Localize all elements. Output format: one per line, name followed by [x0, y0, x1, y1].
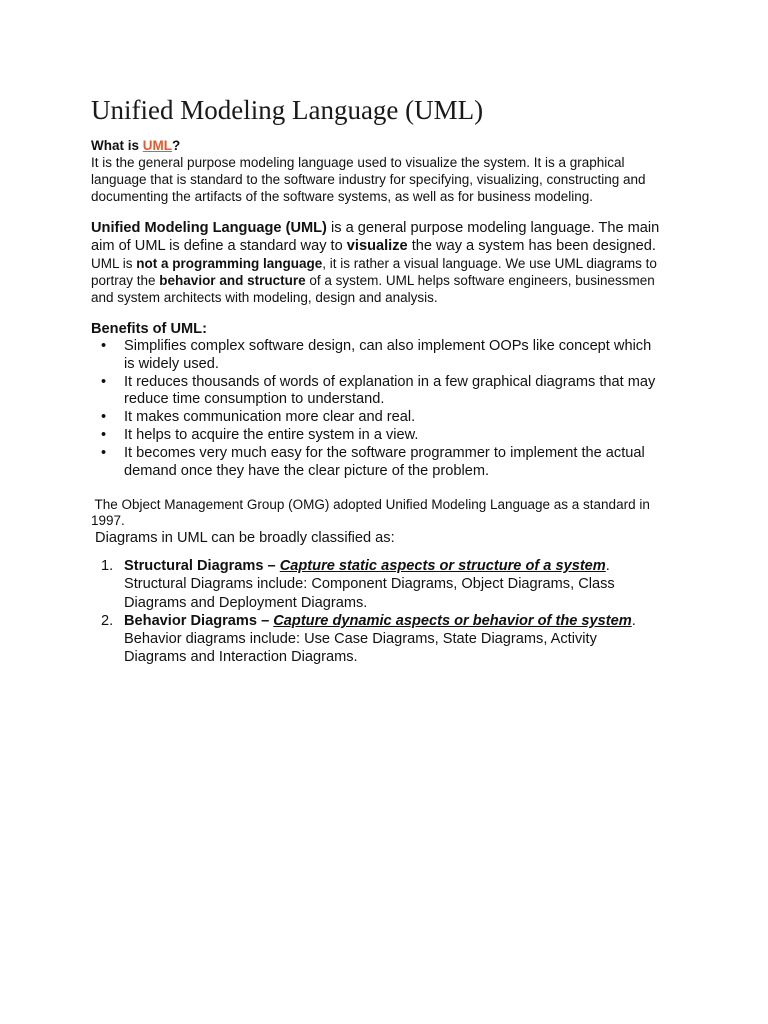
- intro-paragraph: [91, 219, 691, 306]
- list-number: 2.: [101, 612, 114, 629]
- diagram-type-heading: [124, 557, 691, 575]
- what-is-suffix: ?: [172, 138, 181, 153]
- diagram-type-description: Structural Diagrams include: Component Diagrams, Object Diagrams, Class: [124, 576, 615, 593]
- list-item-text: It makes communication more clear and real.: [124, 409, 416, 426]
- list-number: 1.: [101, 558, 114, 574]
- intro-text: the way a system has been designed.: [407, 238, 656, 254]
- intro-text: aim of UML is define a standard way to: [91, 238, 347, 254]
- bullet-icon: •: [101, 409, 107, 426]
- definition-line: It is the general purpose modeling language used to visualize the system. It is a graphical: [91, 155, 625, 170]
- definition-paragraph: [91, 154, 691, 205]
- diagram-type-name: Structural Diagrams –: [124, 558, 280, 574]
- bullet-icon: •: [101, 338, 107, 354]
- diagram-type-heading: [124, 612, 691, 630]
- list-item-text: It helps to acquire the entire system in a view.: [124, 426, 419, 443]
- definition-line: language that is standard to the software industry for specifying, visualizing, constructing and: [91, 172, 646, 187]
- diagram-types-list: [91, 557, 691, 667]
- intro-bold-term: visualize: [346, 238, 408, 254]
- definition-line: documenting the artifacts of the software systems, as well as for business modeling.: [91, 189, 593, 204]
- diagram-type-emphasis: Capture dynamic aspects or behavior of the system: [273, 612, 632, 629]
- intro-line-1: [91, 219, 691, 237]
- intro-text: is a general purpose modeling language. The main: [326, 220, 660, 236]
- intro-line-5: and system architects with modeling, design and analysis.: [91, 290, 438, 305]
- diagram-type-description: Diagrams and Interaction Diagrams.: [124, 649, 358, 666]
- bullet-icon: •: [101, 426, 107, 443]
- intro-text: , it is rather a visual language. We use UML diagrams to: [322, 256, 657, 271]
- diagram-type-emphasis: Capture static aspects or structure of a system: [279, 558, 606, 574]
- intro-text: of a system. UML helps software engineers, businessmen: [305, 273, 655, 288]
- omg-line: The Object Management Group (OMG) adopted Unified Modeling Language as a standard in: [91, 497, 650, 512]
- what-is-heading: [91, 137, 180, 154]
- intro-bold-term: not a programming language: [136, 256, 323, 271]
- diagrams-intro: Diagrams in UML can be broadly classified as:: [91, 530, 395, 546]
- list-item-text: It becomes very much easy for the software programmer to implement the actual: [124, 444, 645, 461]
- intro-text: UML is: [91, 256, 137, 271]
- omg-paragraph: [91, 497, 650, 529]
- list-item: [91, 612, 691, 667]
- list-item: [91, 409, 691, 427]
- list-item-text: reduce time consumption to understand.: [124, 391, 385, 408]
- omg-line: 1997.: [91, 513, 125, 528]
- list-item: [91, 427, 691, 445]
- list-item-text: It reduces thousands of words of explanation in a few graphical diagrams that may: [124, 373, 656, 390]
- diagram-type-description: Diagrams and Deployment Diagrams.: [124, 594, 368, 611]
- bullet-icon: •: [101, 444, 107, 461]
- list-item: [91, 445, 691, 481]
- diagram-type-name: Behavior Diagrams –: [124, 612, 274, 629]
- list-item-text: Simplifies complex software design, can also implement OOPs like concept which: [124, 338, 652, 354]
- diagram-type-trail: .: [605, 558, 610, 574]
- list-item: [91, 338, 691, 374]
- intro-text: portray the: [91, 273, 160, 288]
- page-title: Unified Modeling Language (UML): [91, 95, 484, 125]
- benefits-heading: Benefits of UML:: [91, 321, 207, 337]
- bullet-icon: •: [101, 373, 107, 390]
- intro-bold-term: Unified Modeling Language (UML): [91, 220, 327, 236]
- diagram-type-description: Behavior diagrams include: Use Case Diagrams, State Diagrams, Activity: [124, 631, 597, 648]
- uml-link[interactable]: UML: [142, 138, 173, 153]
- list-item: [91, 374, 691, 410]
- list-item: [91, 557, 691, 612]
- benefits-list: [91, 338, 691, 480]
- list-item-text: is widely used.: [124, 355, 219, 372]
- what-is-prefix: What is: [91, 138, 143, 153]
- intro-bold-term: behavior and structure: [159, 273, 306, 288]
- diagram-type-trail: .: [631, 612, 636, 629]
- list-item-text: demand once they have the clear picture of the problem.: [124, 462, 490, 479]
- intro-line-3: [91, 255, 691, 272]
- intro-line-4: [91, 272, 691, 289]
- intro-line-2: [91, 237, 691, 255]
